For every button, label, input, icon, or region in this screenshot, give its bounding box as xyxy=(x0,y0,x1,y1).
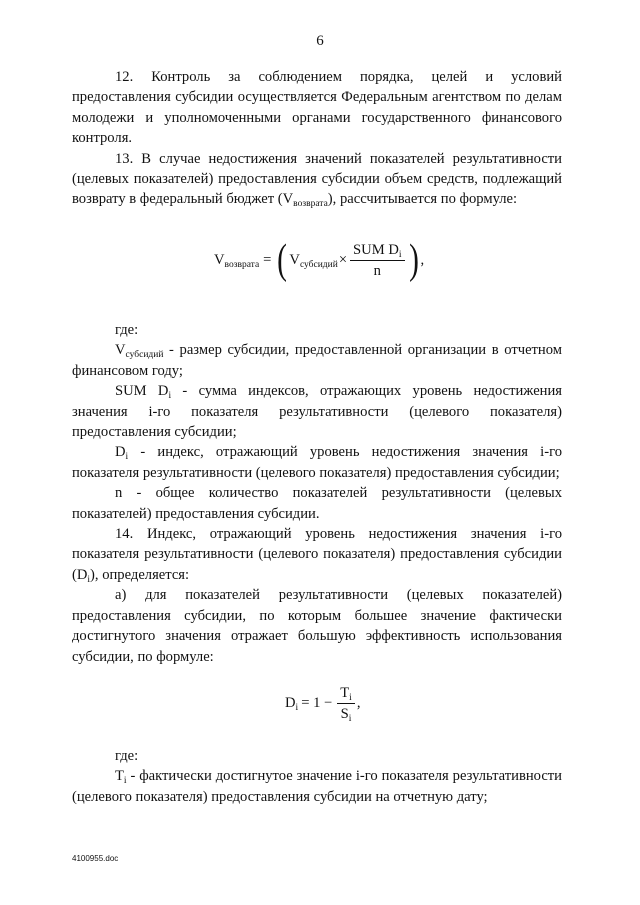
def-t-sub: i xyxy=(123,776,127,787)
formula2-den-base: S xyxy=(340,706,349,722)
formula2-lhs-sub: i xyxy=(295,703,299,713)
formula1-num-sub: i xyxy=(398,249,402,260)
text-block-middle xyxy=(72,320,562,667)
definition-ti xyxy=(72,766,562,807)
text-block-bottom xyxy=(72,746,562,807)
formula2-lhs-base: D xyxy=(285,695,296,711)
formula1-lhs xyxy=(214,252,259,269)
def-vsub-base: V xyxy=(115,342,126,359)
paragraph-14-tail: ), определяется: xyxy=(90,566,190,583)
definition-sum-di xyxy=(72,381,562,442)
paragraph-14 xyxy=(72,524,562,585)
formula-return-volume xyxy=(214,237,425,283)
def-vsub-text: - размер субсидии, предоставленной организации в отчетном финансовом году; xyxy=(72,342,562,379)
formula1-close-paren: ) xyxy=(408,237,419,283)
formula2-lhs xyxy=(285,695,298,712)
definition-n: n - общее количество показателей результативности (целевых показателей) предоставления субсидии. xyxy=(72,485,562,522)
formula1-vsub xyxy=(289,252,337,269)
where-label-2: где: xyxy=(115,748,139,764)
formula1-lhs-base: V xyxy=(214,251,225,268)
def-d-base: D xyxy=(115,444,126,461)
formula2-num-base: T xyxy=(340,685,350,701)
formula2-numerator xyxy=(337,684,355,704)
paragraph-14-sub: i xyxy=(87,574,91,585)
paragraph-13 xyxy=(72,149,562,210)
footer-filename: 4100955.doc xyxy=(72,854,119,863)
def-t-text: - фактически достигнутое значение i-го показателя результативности (целевого показателя) предоставления субсидии на отчетную дату; xyxy=(72,768,562,805)
definition-di xyxy=(72,442,562,483)
formula1-open-paren: ( xyxy=(277,237,288,283)
formula2-equals: = 1 − xyxy=(301,695,333,711)
paragraph-14a: а) для показателей результативности (целевых показателей) предоставления субсидии, по которым большее значение фактически достигнутого значения отражает большую эффективность использования субсидии, по формуле: xyxy=(72,587,562,665)
formula1-lhs-sub: возврата xyxy=(224,259,260,270)
def-d-sub: i xyxy=(125,452,129,463)
formula1-comma: , xyxy=(420,251,425,268)
formula-index-di xyxy=(285,684,360,723)
paragraph-13-sub: возврата xyxy=(293,199,328,210)
formula1-num-base: SUM D xyxy=(353,241,399,258)
paragraph-13-text: 13. В случае недостижения значений показателей результативности (целевых показателей) предоставления субсидии объем средств, подлежащий возврату в федеральный бюджет (V xyxy=(72,150,562,208)
paragraph-14-text: 14. Индекс, отражающий уровень недостижения значения i-го показателя результативности (целевого показателя) предоставления субсидии (D xyxy=(72,526,562,583)
paragraph-13-tail: ), рассчитывается по формуле: xyxy=(327,191,518,208)
formula1-equals: = xyxy=(263,251,272,268)
def-sum-sub: i xyxy=(168,391,172,402)
def-t-base: T xyxy=(115,768,124,785)
formula2-comma: , xyxy=(356,695,361,711)
where-label-1: где: xyxy=(115,322,139,338)
definition-v-subsidy xyxy=(72,340,562,381)
formula1-denominator: n xyxy=(373,262,381,279)
formula2-den-sub: i xyxy=(348,714,352,724)
formula2-num-sub: i xyxy=(349,693,352,703)
formula1-times: × xyxy=(338,251,348,268)
text-block-top xyxy=(72,67,562,210)
def-d-text: - индекс, отражающий уровень недостижения значения i-го показателя результативности (целевого показателя) предоставления субсидии; xyxy=(72,444,562,481)
page-number: 6 xyxy=(316,33,324,49)
formula2-denominator xyxy=(341,704,352,723)
formula2-fraction xyxy=(337,684,355,723)
paragraph-12: 12. Контроль за соблюдением порядка, целей и условий предоставления субсидии осуществляется Федеральным агентством по делам молодежи и уполномоченными органами государственного финансового контроля. xyxy=(72,69,562,147)
def-sum-base: SUM D xyxy=(115,383,169,400)
def-sum-text: - сумма индексов, отражающих уровень недостижения значения i-го показателя результативности (целевого показателя) предоставления субсидии; xyxy=(72,383,562,441)
formula1-fraction xyxy=(350,241,404,280)
formula1-vsub-base: V xyxy=(289,251,300,268)
formula1-numerator xyxy=(350,241,404,261)
formula1-vsub-sub: субсидий xyxy=(299,259,338,270)
def-vsub-sub: субсидий xyxy=(125,350,164,361)
